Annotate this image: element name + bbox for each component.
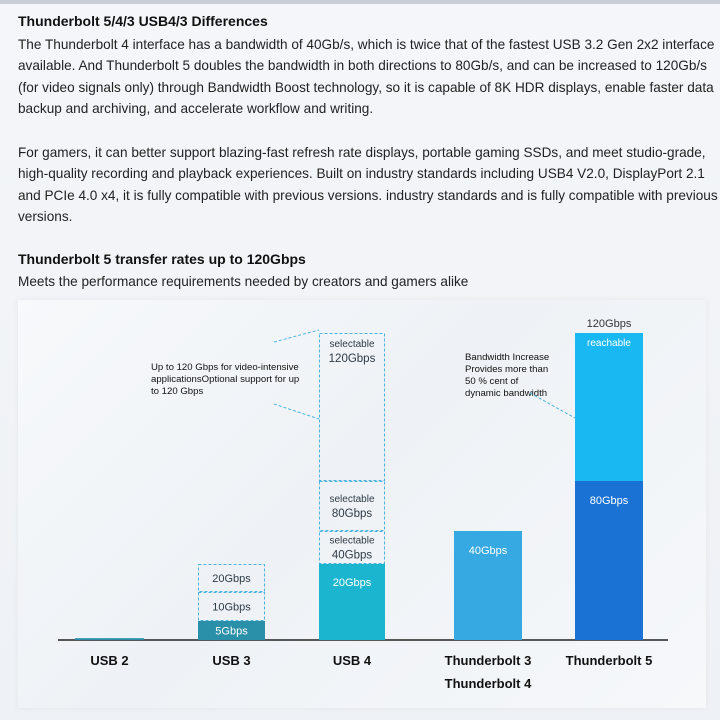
section2-subtitle: Meets the performance requirements needed by creators and gamers alike [18,274,469,289]
bar-segment [320,482,385,531]
bar-value-label: 80Gbps [589,495,629,507]
bar-value-label: 120Gbps [328,353,376,365]
category-label: Thunderbolt 5 [565,653,653,668]
annotation-connector [530,393,575,418]
annotation-text: applicationsOptional support for up [151,374,300,385]
section1-paragraph2: For gamers, it can better support blazing-fast refresh rate displays, portable gaming SSDs, and meet studio-grade, high-quality recording and playback experiences. Built on industry standards including USB4 V2.0, DisplayPort 2.1 and PCIe 4.0 x4, it is fully compatible with previous versions. industry standards and is fully compatible with previous versions. [18,145,718,225]
annotation-text: 50 % cent of [465,376,519,387]
annotation-text: Bandwidth Increase [465,352,550,363]
annotation-text: Provides more than [465,364,549,375]
bar-top-label: 120Gbps [586,318,632,330]
bar-value-label: 20Gbps [212,573,251,585]
bar-value-label: 5Gbps [215,625,248,638]
category-label: Thunderbolt 3 [444,653,532,668]
bar-value-label: 80Gbps [331,508,373,520]
category-label: USB 2 [90,653,129,668]
bar-segment [319,564,385,640]
category-label: USB 3 [212,653,251,668]
annotation-text: Up to 120 Gbps for video-intensive [151,362,299,373]
annotation-text: dynamic bandwidth [465,388,548,399]
annotation-text: to 120 Gbps [151,386,204,397]
chart-panel [18,300,706,708]
annotation-connector [274,404,319,419]
top-strip [0,0,720,4]
category-label: USB 4 [332,653,372,668]
bar-segment [575,333,643,481]
annotation-connector [274,330,319,342]
bar-value-label: selectable [329,494,375,505]
section2-title: Thunderbolt 5 transfer rates up to 120Gbps [18,251,306,267]
section1-title: Thunderbolt 5/4/3 USB4/3 Differences [18,13,268,29]
bar-segment [75,638,144,640]
bar-value-label: 20Gbps [332,577,372,589]
section1-paragraph1: The Thunderbolt 4 interface has a bandwidth of 40Gb/s, which is twice that of the fastest USB 3.2 Gen 2x2 interface available. And Thunderbolt 5 doubles the bandwidth in both directions to 80Gb/s, and can be increased to 120Gb/s (for video signals only) through Bandwidth Boost technology, so it is capable of 8K HDR displays, enable faster data backup and archiving, and accelerate workflow and writing. [18,37,715,117]
bar-value-label: 10Gbps [212,601,251,614]
bandwidth-chart [18,300,706,708]
bar-value-label: reachable [587,338,631,349]
bar-value-label: selectable [329,535,375,547]
bar-value-label: selectable [329,339,375,350]
bar-value-label: 40Gbps [331,549,373,562]
bar-value-label: 40Gbps [468,545,508,557]
category-label: Thunderbolt 4 [444,676,532,691]
